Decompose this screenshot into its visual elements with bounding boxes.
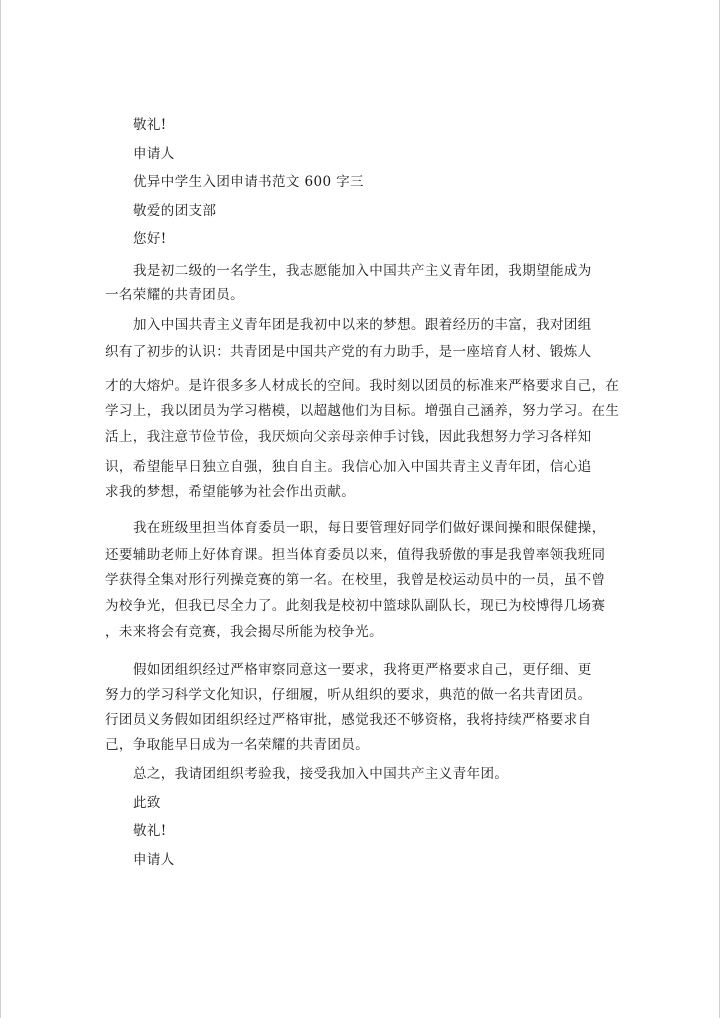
paragraph-line: 行团员义务假如团组织经过严格审批，感觉我还不够资格，我将持续严格要求自 <box>105 712 592 728</box>
paragraph-line: 己，争取能早日成为一名荣耀的共青团员。 <box>105 737 370 753</box>
greeting: 您好! <box>133 231 167 247</box>
salutation: 敬爱的团支部 <box>133 203 217 219</box>
paragraph-line: 识，希望能早日独立自强，独自自主。我信心加入中国共青主义青年团，信心追 <box>105 459 592 475</box>
paragraph-line: 学习上，我以团员为学习楷模，以超越他们为目标。增强自己涵养，努力学习。在生 <box>105 403 620 419</box>
section-title: 优异中学生入团申请书范文 600 字三 <box>133 174 364 190</box>
paragraph-line: ，未来将会有竞赛，我会揭尽所能为校争光。 <box>105 624 383 640</box>
paragraph-line: 活上，我注意节俭节俭，我厌烦向父亲母亲伸手讨钱，因此我想努力学习各样知 <box>105 429 592 445</box>
paragraph-line: 假如团组织经过严格审察同意这一要求，我将更严格要求自己，更仔细、更 <box>133 662 592 678</box>
paragraph-line: 我在班级里担当体育委员一职，每日要管理好同学们做好课间操和眼保健操， <box>133 520 606 536</box>
applicant-label: 申请人 <box>133 146 175 162</box>
paragraph-line: 努力的学习科学文化知识，仔细履，听从组织的要求，典范的做一名共青团员。 <box>105 687 592 703</box>
paragraph-line: 织有了初步的认识：共青团是中国共产党的有力助手，是一座培育人材、锻炼人 <box>105 344 592 360</box>
paragraph-line: 还要辅助老师上好体育课。担当体育委员以来，值得我骄傲的事是我曾率领我班同 <box>105 547 606 563</box>
closing-salute: 敬礼! <box>133 117 167 133</box>
paragraph-line: 一名荣耀的共青团员。 <box>105 287 244 303</box>
paragraph-line: 才的大熔炉。是许很多多人材成长的空间。我时刻以团员的标准来严格要求自己，在 <box>105 378 620 394</box>
paragraph-line: 加入中国共青主义青年团是我初中以来的梦想。跟着经历的丰富，我对团组 <box>133 317 592 333</box>
paragraph-line: 总之，我请团组织考验我，接受我加入中国共产主义青年团。 <box>133 766 509 782</box>
applicant-label: 申请人 <box>133 852 175 868</box>
paragraph-line: 求我的梦想，希望能够为社会作出贡献。 <box>105 484 356 500</box>
paragraph-line: 学获得全集对形行列操竞赛的第一名。在校里，我曾是校运动员中的一员，虽不曾 <box>105 572 606 588</box>
paragraph-line: 为校争光，但我已尽全力了。此刻我是校初中篮球队副队长，现已为校博得几场赛 <box>105 598 606 614</box>
closing-salute: 敬礼! <box>133 823 167 839</box>
paragraph-line: 我是初二级的一名学生，我志愿能加入中国共产主义青年团，我期望能成为 <box>133 263 592 279</box>
closing-line: 此致 <box>133 795 161 811</box>
